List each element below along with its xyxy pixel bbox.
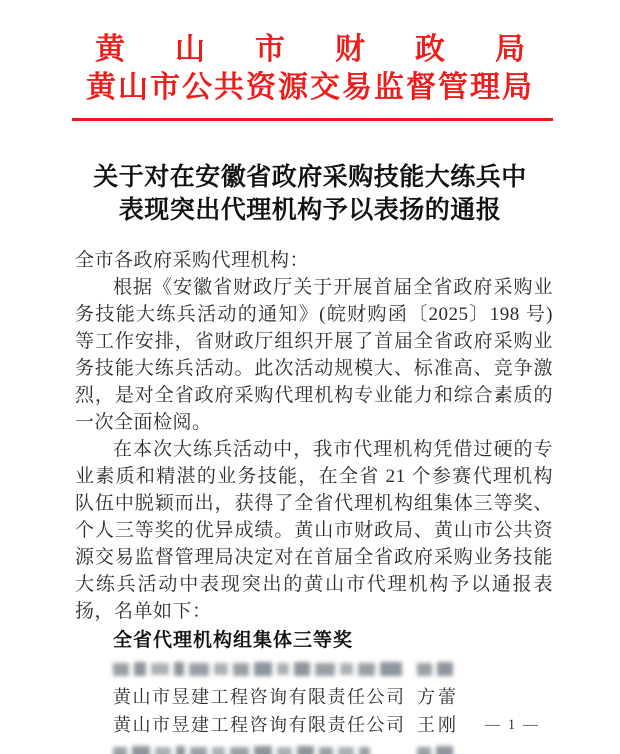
document-body — [75, 247, 553, 754]
redacted-name-blur — [417, 739, 453, 754]
document-title — [0, 161, 620, 227]
letterhead — [0, 30, 620, 121]
letterhead-line2: 黄山市公共资源交易监督管理局 — [86, 71, 534, 104]
paragraph-2: 在本次大练兵活动中，我市代理机构凭借过硬的专业素质和精湛的业务技能，在全省 21 个参赛代理机构队伍中脱颖而出，获得了全省代理机构组集体三等奖、个人三等奖的优异成绩。黄山市财政局、黄山市公共资源交易监督管理局决定对在首届全省政府采购业务技能大练兵活动中表现突出的黄山市代理机构予以通报表扬，名单如下： — [75, 439, 553, 622]
redacted-company-blur — [113, 655, 417, 683]
award-person-name: 方蕾 — [417, 686, 459, 707]
award-row-redacted-1 — [75, 655, 553, 683]
award-row — [75, 711, 553, 739]
award-company: 黄山市昱建工程咨询有限责任公司 — [113, 714, 406, 735]
award-company: 黄山市昱建工程咨询有限责任公司 — [113, 686, 406, 707]
document-title-line2: 表现突出代理机构予以表扬的通报 — [118, 197, 502, 224]
redacted-company-blur — [113, 739, 417, 754]
award-section-heading: 全省代理机构组集体三等奖 — [113, 630, 354, 651]
award-person-name: 王刚 — [417, 714, 459, 735]
letterhead-line1: 黄山市财政局 — [95, 33, 575, 66]
award-list — [75, 655, 553, 754]
redacted-name-blur — [417, 655, 453, 683]
document-title-line1: 关于对在安徽省政府采购技能大练兵中 — [93, 164, 527, 191]
paragraph-1: 根据《安徽省财政厅关于开展首届全省政府采购业务技能大练兵活动的通知》(皖财购函〔2025〕198 号)等工作安排，省财政厅组织开展了首届全省政府采购业务技能大练兵活动。此次活动规模大、标准高、竞争激烈，是对全省政府采购代理机构专业能力和综合素质的一次全面检阅。 — [75, 277, 553, 433]
page-number: — 1 — — [485, 717, 540, 733]
salutation: 全市各政府采购代理机构： — [75, 250, 310, 271]
award-row-redacted-2 — [75, 739, 553, 754]
award-row — [75, 683, 553, 711]
letterhead-rule — [72, 118, 553, 121]
page-footer — [485, 717, 540, 734]
